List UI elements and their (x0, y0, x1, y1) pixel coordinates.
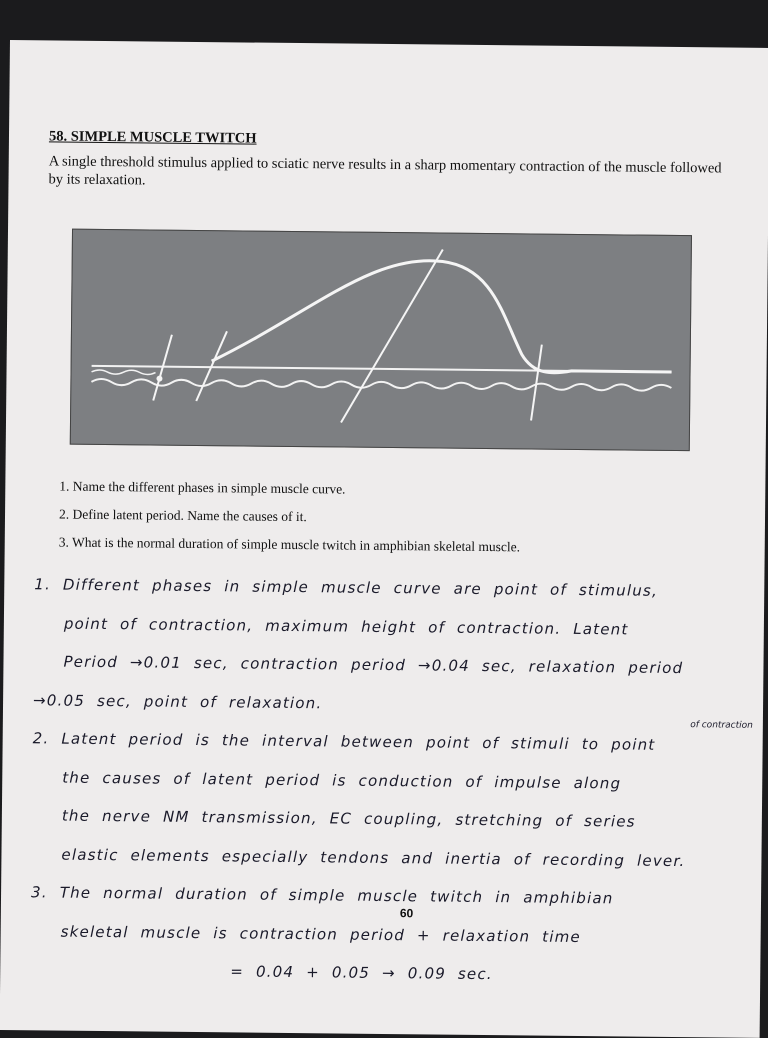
kymograph-tracing (71, 230, 691, 450)
document-page (0, 40, 768, 1038)
time-trace (91, 379, 671, 391)
intro-paragraph: A single threshold stimulus applied to sciatic nerve results in a sharp momentary contraction of the muscle followed by its relaxation. (48, 153, 722, 189)
answer-insert: of contraction (690, 720, 753, 731)
question-item: 2. Define latent period. Name the causes of it. (58, 506, 307, 525)
section-title: 58. SIMPLE MUSCLE TWITCH (48, 128, 257, 147)
answer-line: = 0.04 + 0.05 → 0.09 sec. (230, 962, 493, 984)
answer-line: 2. Latent period is the interval between point of stimuli to point (32, 729, 656, 754)
peak-line (341, 248, 443, 423)
answer-line: the nerve NM transmission, EC coupling, stretching of series (61, 806, 636, 831)
answer-line: →0.05 sec, point of relaxation. (32, 690, 323, 712)
stimulus-point (156, 376, 162, 382)
relaxation-line (531, 344, 542, 420)
handwritten-answers (30, 575, 754, 1006)
tracing-wave (92, 370, 156, 375)
question-item: 3. What is the normal duration of simple muscle twitch in amphibian skeletal muscle. (58, 534, 521, 555)
answer-line: the causes of latent period is conduction of impulse along (62, 768, 622, 792)
muscle-twitch-figure (70, 229, 692, 451)
answer-line: elastic elements especially tendons and inertia of recording lever. (61, 845, 686, 870)
answer-line: Period →0.01 sec, contraction period →0.04 sec, relaxation period (63, 652, 684, 678)
page-number: 60 (399, 906, 414, 921)
answer-line: 1. Different phases in simple muscle curve are point of stimulus, (34, 575, 659, 600)
answer-line: 3. The normal duration of simple muscle twitch in amphibian (30, 883, 614, 908)
twitch-curve (212, 258, 673, 374)
answer-line: point of contraction, maximum height of contraction. Latent (63, 614, 629, 639)
question-item: 1. Name the different phases in simple muscle curve. (59, 478, 346, 497)
answer-line: skeletal muscle is contraction period + relaxation time (60, 922, 582, 946)
question-list (59, 479, 521, 568)
